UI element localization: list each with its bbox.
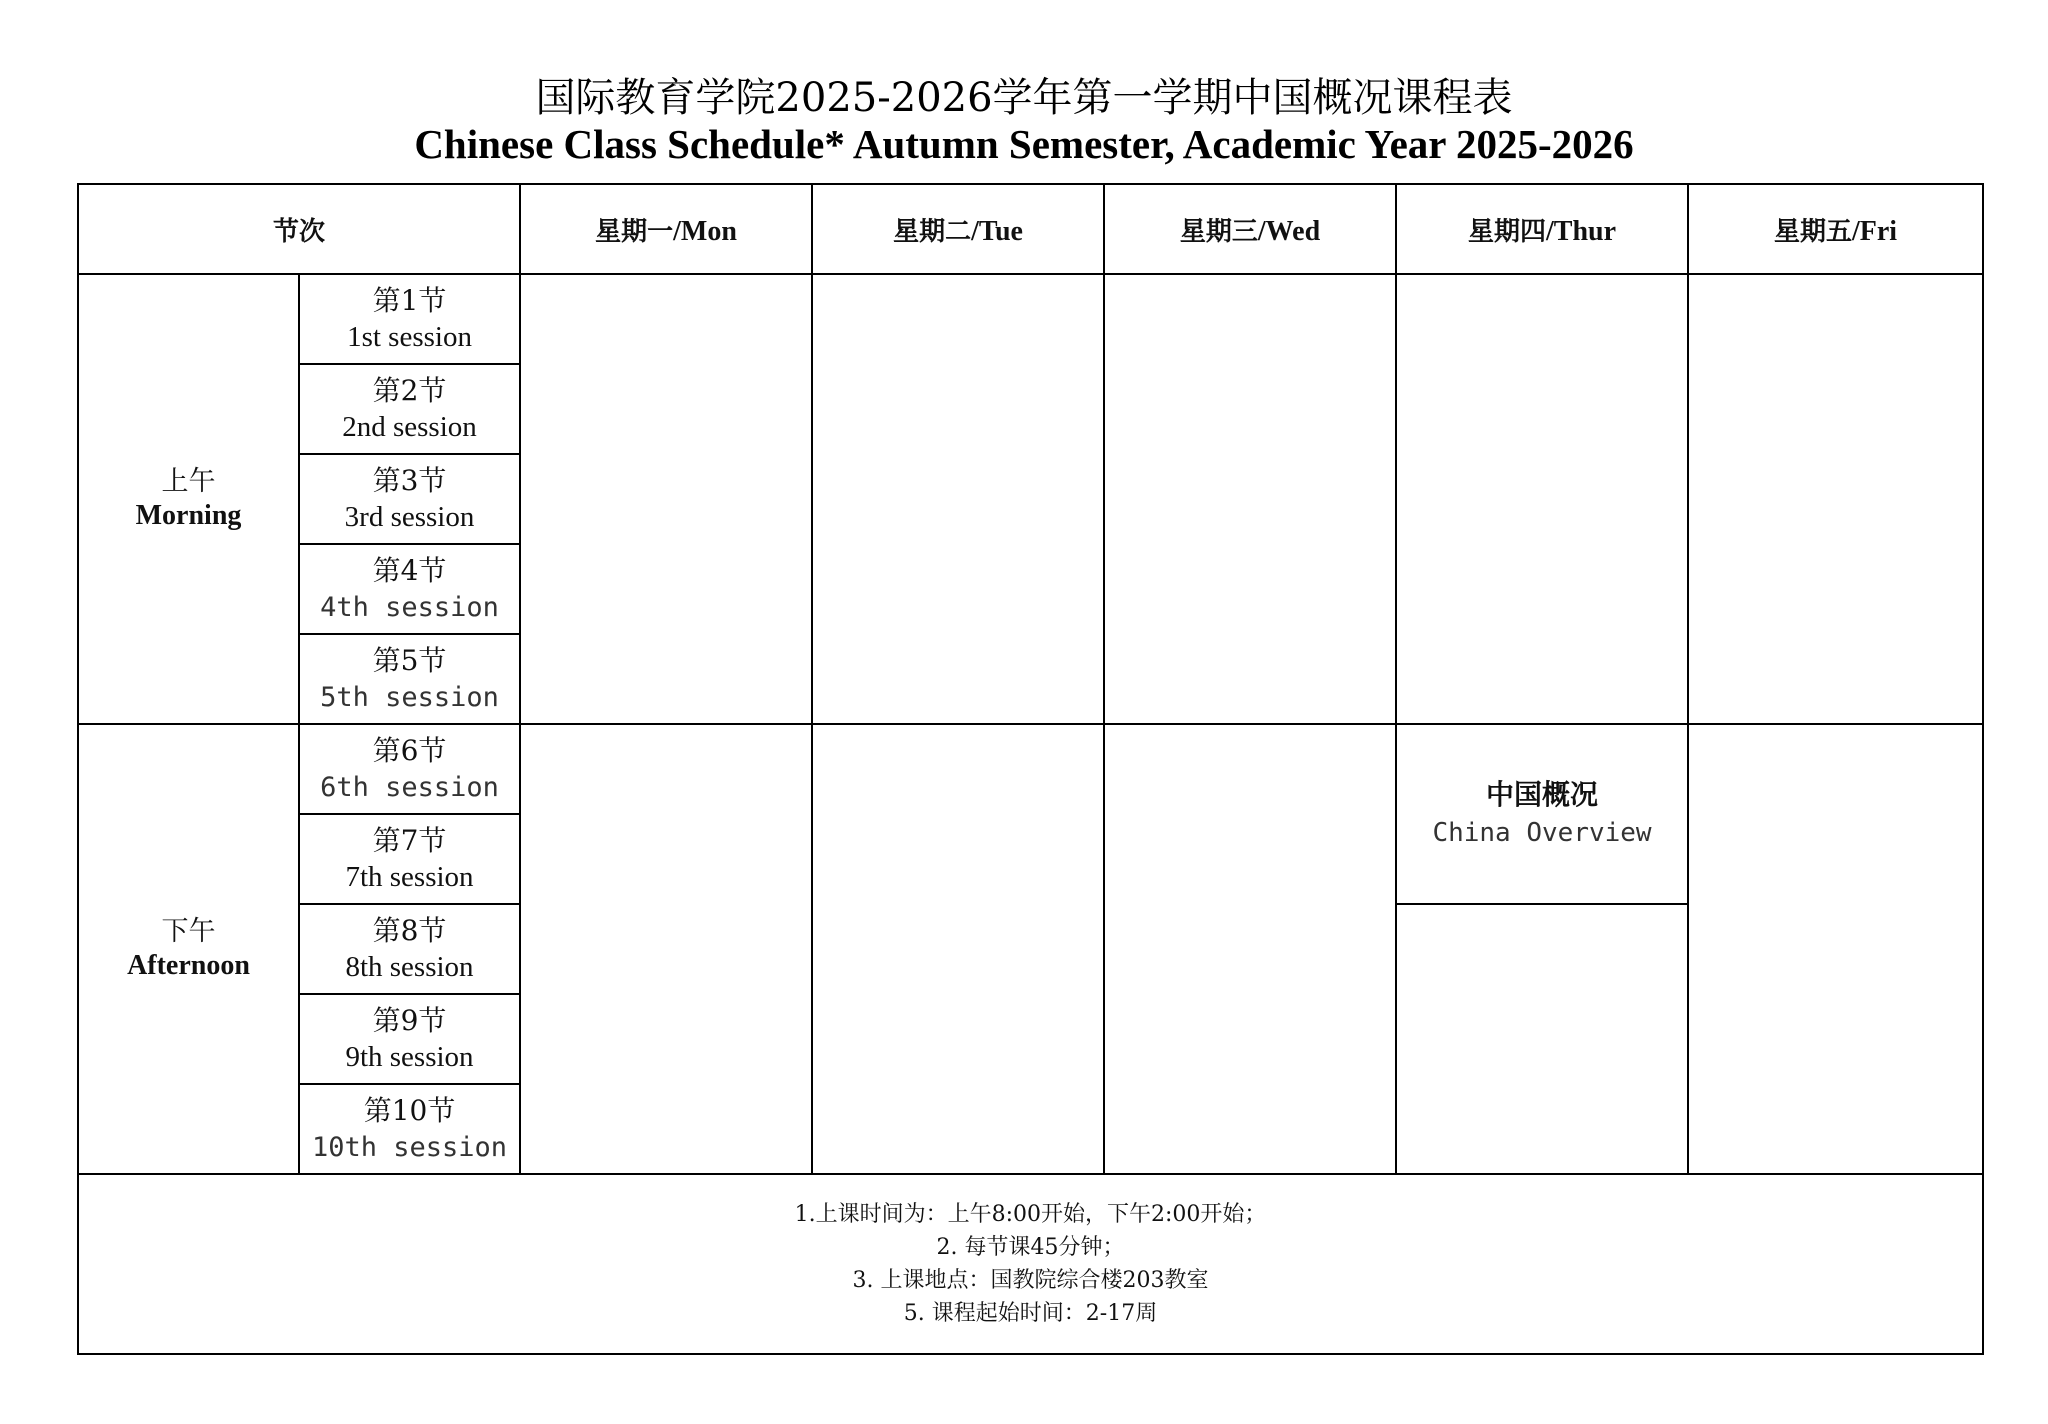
- session-cell: 第4节 4th session: [299, 544, 520, 634]
- course-name-english: China Overview: [1432, 818, 1652, 848]
- header-period-column: 节次: [78, 184, 520, 274]
- cell-tue-morning: [812, 274, 1104, 724]
- header-row: [78, 184, 1983, 274]
- cell-tue-afternoon: [812, 724, 1104, 1174]
- cell-wed-morning: [1104, 274, 1396, 724]
- session-cell: 第2节 2nd session: [299, 364, 520, 454]
- note-item: 3. 上课地点：国教院综合楼203教室: [852, 1268, 1209, 1293]
- session-cell: 第7节 7th session: [299, 814, 520, 904]
- session-row: [78, 724, 1983, 814]
- schedule-table: [77, 183, 1984, 1355]
- header-tuesday: 星期二/Tue: [812, 184, 1104, 274]
- session-cell: 第5节 5th session: [299, 634, 520, 724]
- cell-wed-afternoon: [1104, 724, 1396, 1174]
- note-item: 1.上课时间为：上午8:00开始，下午2:00开始；: [794, 1202, 1267, 1227]
- note-item: 2. 每节课45分钟；: [936, 1235, 1125, 1260]
- cell-thu-afternoon-late: [1396, 904, 1688, 1174]
- header-thursday: 星期四/Thur: [1396, 184, 1688, 274]
- session-row: [78, 274, 1983, 364]
- header-friday: 星期五/Fri: [1688, 184, 1983, 274]
- period-afternoon: 下午 Afternoon: [78, 724, 299, 1174]
- session-cell: 第10节 10th session: [299, 1084, 520, 1174]
- cell-mon-afternoon: [520, 724, 812, 1174]
- session-cell: 第6节 6th session: [299, 724, 520, 814]
- session-cell: 第1节 1st session: [299, 274, 520, 364]
- session-cell: 第9节 9th session: [299, 994, 520, 1084]
- header-monday: 星期一/Mon: [520, 184, 812, 274]
- page-title-chinese: 国际教育学院2025-2026学年第一学期中国概况课程表: [535, 75, 1513, 121]
- cell-thu-morning: [1396, 274, 1688, 724]
- session-cell: 第3节 3rd session: [299, 454, 520, 544]
- notes-row: [78, 1174, 1983, 1354]
- cell-mon-morning: [520, 274, 812, 724]
- header-wednesday: 星期三/Wed: [1104, 184, 1396, 274]
- course-name-chinese: 中国概况: [1486, 778, 1599, 811]
- note-item: 5. 课程起始时间：2-17周: [903, 1301, 1158, 1326]
- period-morning: 上午 Morning: [78, 274, 299, 724]
- course-cell-thursday: [1396, 724, 1688, 904]
- cell-fri-afternoon: [1688, 724, 1983, 1174]
- notes-cell: [78, 1174, 1983, 1354]
- session-cell: 第8节 8th session: [299, 904, 520, 994]
- cell-fri-morning: [1688, 274, 1983, 724]
- page-title-english: Chinese Class Schedule* Autumn Semester, Academic Year 2025-2026: [414, 121, 1634, 167]
